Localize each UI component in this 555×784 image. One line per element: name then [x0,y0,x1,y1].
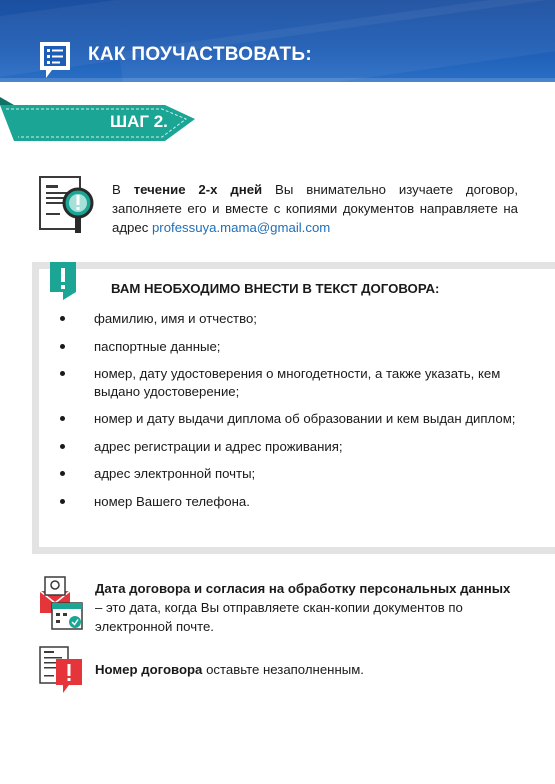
step-label: ШАГ 2. [110,112,168,131]
number-note-bold: Номер договора [95,662,203,677]
number-note [95,662,364,677]
list-item-text: номер Вашего телефона. [94,493,250,509]
list-item [60,310,520,328]
list-item [60,493,520,511]
bullet-icon [60,499,65,504]
mail-calendar-icon [38,575,84,631]
intro-text: Вы внимательно изучаете договор, заполняете его и вместе с копиями документов направляете на адрес [112,182,518,235]
date-note-bold: Дата договора и согласия на обработку персональных данных [95,581,511,596]
bullet-icon [60,471,65,476]
list-item [60,410,520,428]
intro-paragraph [112,180,518,237]
checklist-icon [38,40,72,80]
required-info-title: ВАМ НЕОБХОДИМО ВНЕСТИ В ТЕКСТ ДОГОВОРА: [111,281,440,296]
list-item-text: номер, дату удостоверения о многодетности, а также указать, кем выдано удостоверение; [94,366,501,399]
bullet-icon [60,371,65,376]
number-note-text: оставьте незаполненным. [202,662,364,677]
list-item [60,465,520,483]
intro-bold: течение 2-х дней [133,182,263,197]
intro-prefix: В [112,182,134,197]
list-item-text: адрес электронной почты; [94,466,256,481]
date-note [95,579,520,636]
bullet-icon [60,416,65,421]
bullet-icon [60,344,65,349]
bullet-icon [60,316,65,321]
list-item [60,365,520,400]
list-item-text: адрес регистрации и адрес проживания; [94,438,343,454]
alert-flag-icon [50,262,76,300]
page-title: КАК ПОУЧАСТВОВАТЬ: [88,44,312,65]
list-item-text: паспортные данные; [94,338,221,354]
date-note-text: – это дата, когда Вы отправляете скан-копии документов по электронной почте. [95,600,463,634]
bullet-icon [60,444,65,449]
required-info-list [60,310,520,520]
header-banner [0,0,555,82]
list-item [60,438,520,456]
email-link[interactable]: professuya.mama@gmail.com [151,220,331,235]
list-item [60,338,520,356]
document-warning-icon [38,645,84,697]
list-item-text: фамилию, имя и отчество; [94,311,257,326]
document-magnifier-icon [38,173,100,237]
list-item-text: номер и дату выдачи диплома об образовании и кем выдан диплом; [94,411,516,426]
